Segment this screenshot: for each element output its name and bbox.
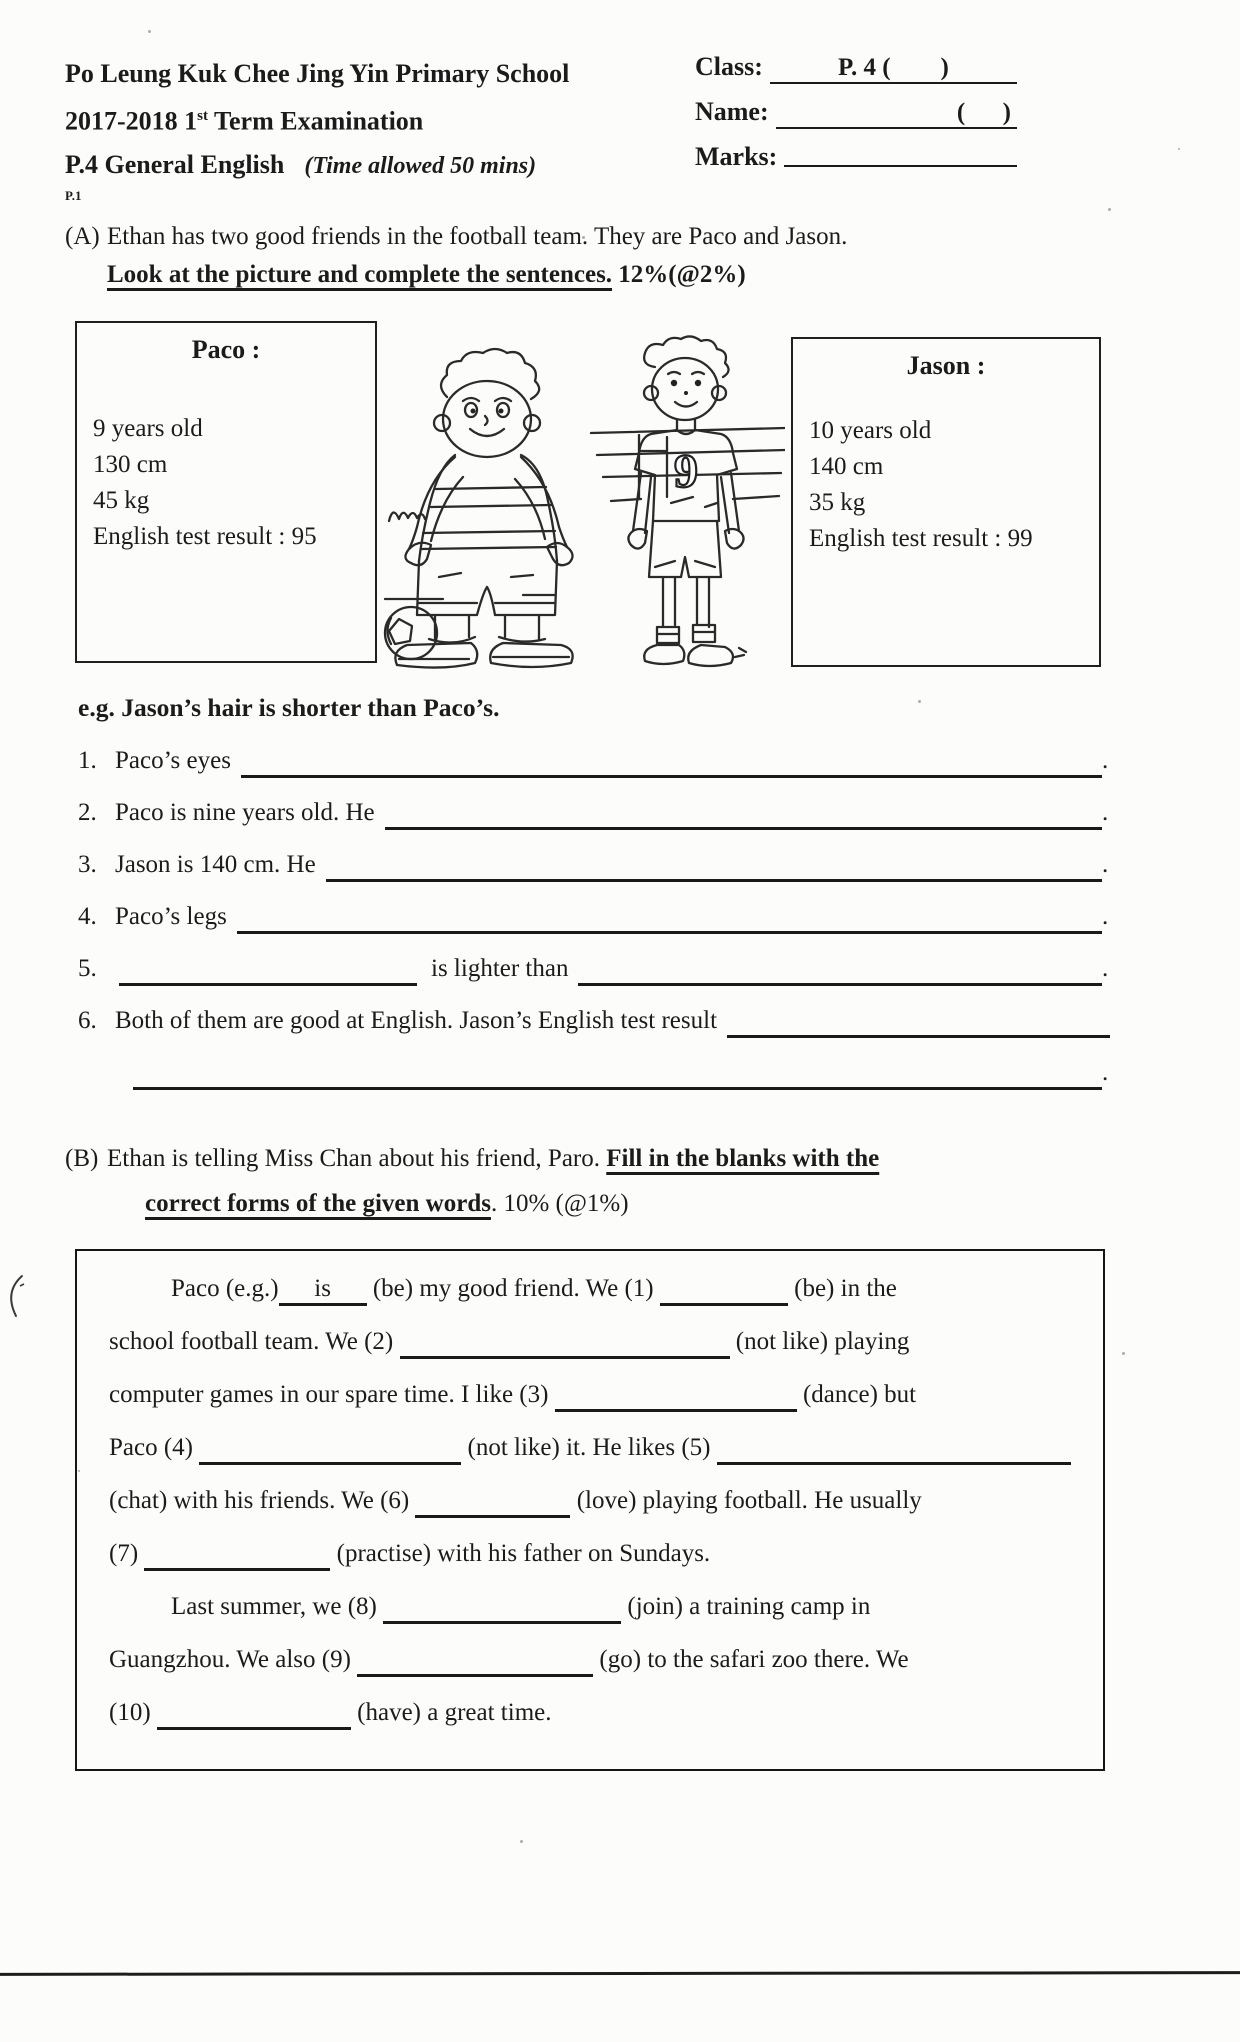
jason-weight: 35 kg <box>809 488 866 516</box>
question-text: Paco’s legs <box>115 902 227 930</box>
jason-age: 10 years old <box>809 416 932 444</box>
answer-blank <box>555 1381 797 1412</box>
question-list <box>65 747 1110 1113</box>
passage-text: Guangzhou. We also (9) <box>109 1645 358 1673</box>
question-number: 6. <box>78 1006 97 1034</box>
exam-title-pre: 2017-2018 1 <box>65 106 198 136</box>
scan-speckle <box>1108 208 1111 211</box>
class-label: Class: <box>695 52 763 81</box>
sentence-period: . <box>1102 954 1109 982</box>
scan-speckle <box>148 30 151 33</box>
passage-text: (dance) but <box>796 1380 917 1408</box>
question-text: Paco is nine years old. He <box>115 798 375 826</box>
passage-text: Paco (4) <box>109 1433 200 1461</box>
scanned-exam-page <box>65 52 1110 1771</box>
question-text: Paco’s eyes <box>115 746 231 774</box>
passage-line <box>109 1487 1071 1540</box>
passage-text: computer games in our spare time. I like (3) <box>109 1380 555 1408</box>
name-field <box>776 99 1017 129</box>
sentence-period: . <box>1102 850 1109 878</box>
answer-blank <box>578 955 1102 986</box>
question-number: 5. <box>78 954 97 982</box>
answer-blank <box>357 1646 593 1677</box>
passage-text: (10) <box>109 1698 157 1726</box>
subject-line <box>65 143 695 188</box>
question-1 <box>78 747 1110 799</box>
sentence-period: . <box>1102 798 1109 826</box>
jason-test-result: English test result : 99 <box>809 524 1033 552</box>
passage-text: (join) a training camp in <box>621 1592 871 1620</box>
question-3 <box>78 851 1110 903</box>
answer-blank <box>144 1540 330 1571</box>
question-text: is lighter than <box>431 954 569 982</box>
passage-text: (be) my good friend. We (1) <box>366 1274 660 1302</box>
paco-card-lines <box>93 411 359 555</box>
scan-speckle <box>582 236 585 239</box>
time-allowed: (Time allowed 50 mins) <box>304 152 537 179</box>
header-right <box>695 52 1017 203</box>
page-number: P.1 <box>65 187 82 203</box>
passage-text: Last summer, we (8) <box>171 1592 384 1620</box>
answer-blank <box>717 1434 1071 1465</box>
answer-blank <box>133 1059 1102 1090</box>
name-value: ( ) <box>956 99 1011 126</box>
passage-text: Paco (e.g.) <box>171 1274 279 1302</box>
passage-text: (be) in the <box>787 1274 897 1302</box>
paco-test-result: English test result : 95 <box>93 522 317 550</box>
jersey-number-text: 9 <box>674 444 698 498</box>
scan-speckle <box>248 1210 250 1212</box>
passage-text: (not like) it. He likes (5) <box>461 1433 717 1461</box>
passage-text: (love) playing football. He usually <box>570 1486 922 1514</box>
passage-line <box>109 1699 1071 1752</box>
exam-title-post: Term Examination <box>208 106 424 136</box>
scan-speckle <box>1178 148 1180 150</box>
exam-title <box>65 95 695 143</box>
paco-weight: 45 kg <box>93 486 150 514</box>
scan-speckle <box>842 62 844 64</box>
jason-info-card <box>791 337 1101 667</box>
header-left <box>65 52 695 203</box>
answer-blank <box>400 1328 730 1359</box>
section-a-marks: 12%(@2%) <box>612 260 746 288</box>
section-b-line1 <box>65 1141 1110 1177</box>
passage-text: school football team. We (2) <box>109 1327 400 1355</box>
scan-speckle <box>78 1470 80 1472</box>
question-number: 1. <box>78 746 97 774</box>
school-name: Po Leung Kuk Chee Jing Yin Primary School <box>65 59 570 88</box>
passage-text: (have) a great time. <box>350 1698 552 1726</box>
section-b-text <box>107 1141 879 1177</box>
answer-blank <box>326 851 1102 882</box>
answer-blank <box>727 1007 1110 1038</box>
paco-card-title: Paco : <box>191 334 261 364</box>
section-b-plain: Ethan is telling Miss Chan about his friend, Paro. <box>107 1144 607 1172</box>
handwritten-mark <box>2 1272 26 1320</box>
question-text: Jason is 140 cm. He <box>115 850 316 878</box>
class-value: P. 4 ( ) <box>838 54 949 81</box>
question-number: 4. <box>78 902 97 930</box>
section-b-instruction-2: correct forms of the given words <box>145 1189 491 1217</box>
answer-blank <box>237 903 1102 934</box>
section-b-label: (B) <box>65 1144 99 1172</box>
passage-line <box>109 1593 1071 1646</box>
answer-blank <box>383 1593 621 1624</box>
question-6-continuation <box>78 1059 1110 1113</box>
section-b-intro <box>65 1141 1110 1222</box>
paco-info-card <box>75 321 377 663</box>
question-4 <box>78 903 1110 955</box>
paco-age: 9 years old <box>93 414 203 442</box>
sentence-period: . <box>1102 902 1109 930</box>
goal-background <box>385 428 785 599</box>
subject-title: P.4 General English <box>65 149 285 179</box>
question-number: 3. <box>78 850 97 878</box>
question-2 <box>78 799 1110 851</box>
marks-row <box>695 142 1017 187</box>
question-number: 2. <box>78 798 97 826</box>
class-field <box>770 54 1017 84</box>
section-a-instruction <box>65 258 1110 292</box>
scan-speckle <box>1122 1352 1125 1355</box>
paco-height: 130 cm <box>93 450 168 478</box>
marks-field <box>784 147 1017 167</box>
question-text: Both of them are good at English. Jason’s English test result <box>115 1006 718 1034</box>
scan-speckle <box>918 700 921 703</box>
question-5 <box>78 955 1110 1007</box>
passage-line <box>109 1275 1071 1328</box>
answer-blank <box>157 1699 351 1730</box>
passage-text: (go) to the safari zoo there. We <box>593 1645 909 1673</box>
jason-card-lines <box>809 413 1083 557</box>
name-row <box>695 97 1017 142</box>
passage-text: (practise) with his father on Sundays. <box>330 1539 711 1567</box>
sentence-period: . <box>1102 746 1109 774</box>
passage-line <box>109 1328 1071 1381</box>
paco-figure <box>395 349 572 668</box>
passage-line <box>109 1381 1071 1434</box>
answer-blank <box>199 1434 461 1465</box>
question-6 <box>78 1007 1110 1059</box>
section-a-intro <box>65 220 1110 254</box>
answer-blank <box>660 1275 788 1306</box>
sentence-period: . <box>1102 1058 1109 1086</box>
exam-header <box>65 52 1110 203</box>
passage-box <box>75 1249 1105 1771</box>
section-b-line2 <box>65 1186 1110 1222</box>
answer-blank <box>385 799 1102 830</box>
instruction-underlined: Look at the picture and complete the sentences. <box>107 260 613 288</box>
picture-row <box>65 321 1110 679</box>
passage-text: (not like) playing <box>729 1327 910 1355</box>
section-b-marks: . 10% (@1%) <box>490 1189 629 1217</box>
scan-edge-line <box>0 1971 1240 1976</box>
section-a-label: (A) <box>65 222 100 250</box>
answer-blank <box>241 747 1102 778</box>
passage-text: (chat) with his friends. We (6) <box>109 1486 416 1514</box>
jason-figure <box>628 336 746 666</box>
name-label: Name: <box>695 97 769 126</box>
answer-blank <box>415 1487 570 1518</box>
jason-height: 140 cm <box>809 452 884 480</box>
section-a-intro-text: Ethan has two good friends in the football team. They are Paco and Jason. <box>107 222 848 250</box>
passage-line <box>109 1540 1071 1593</box>
section-b-instruction-1: Fill in the blanks with the <box>606 1144 880 1172</box>
example-sentence: e.g. Jason’s hair is shorter than Paco’s. <box>78 692 500 722</box>
scan-speckle <box>520 1840 523 1843</box>
paco-jason-illustration <box>383 331 785 679</box>
marks-label: Marks: <box>695 142 778 171</box>
class-row <box>695 52 1017 97</box>
jason-card-title: Jason : <box>906 350 986 380</box>
passage-line <box>109 1434 1071 1487</box>
answer-blank <box>119 955 417 986</box>
ordinal-superscript: st <box>197 108 209 124</box>
passage-line <box>109 1646 1071 1699</box>
example-answer: is <box>279 1275 367 1306</box>
passage-text: (7) <box>109 1539 145 1567</box>
